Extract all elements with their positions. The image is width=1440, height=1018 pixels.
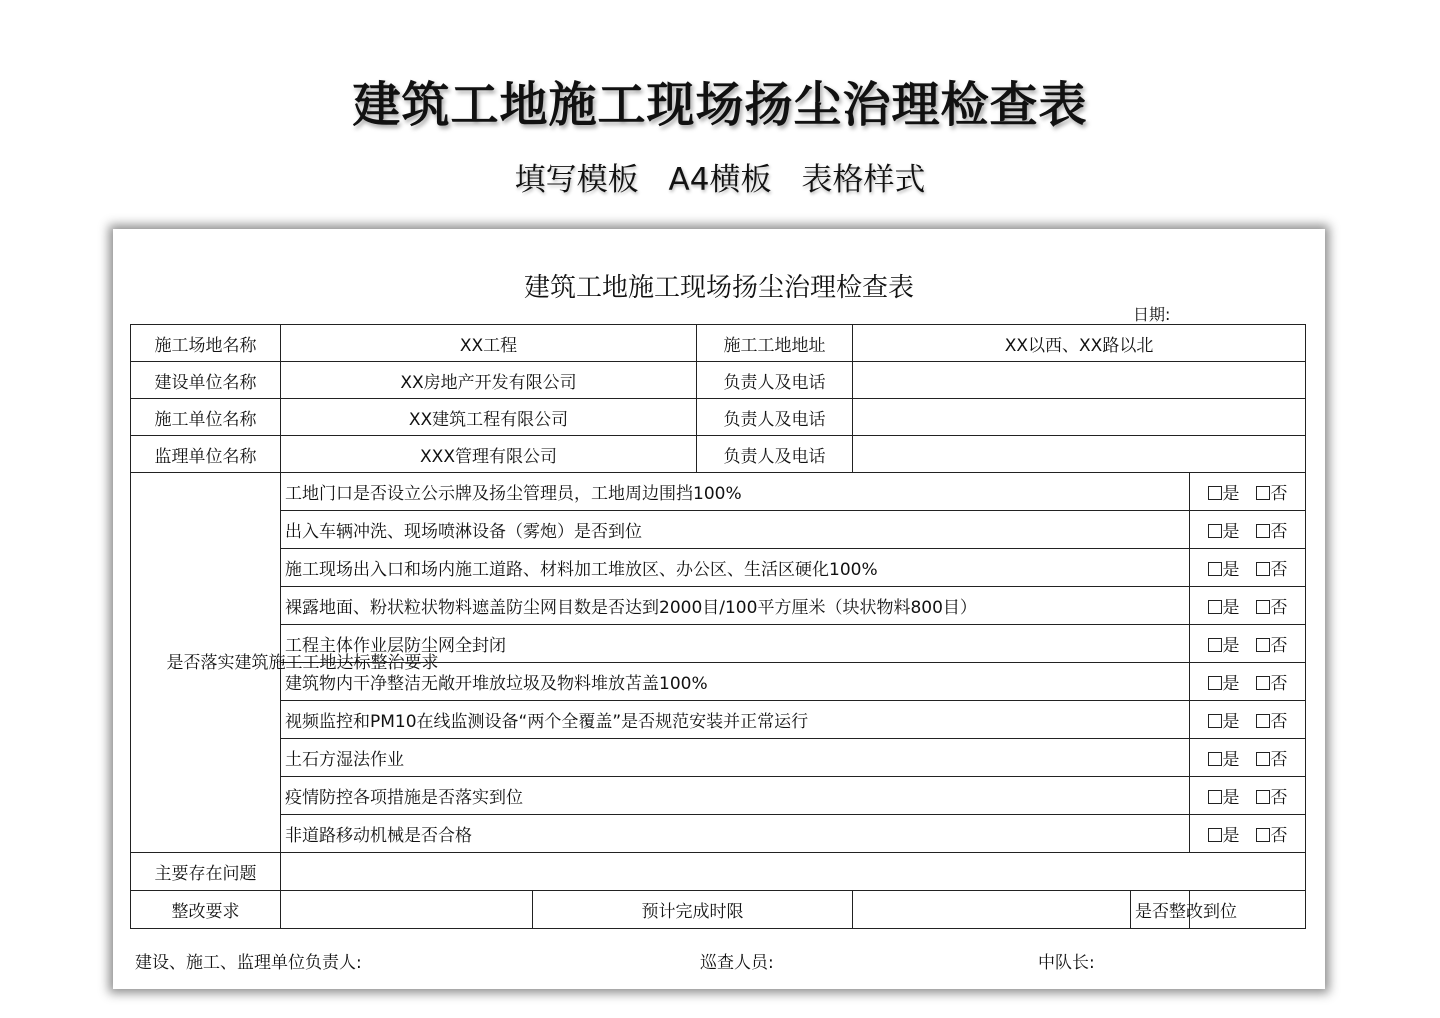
yes-no-options	[1190, 473, 1306, 511]
checklist-row	[131, 815, 1306, 853]
yes-no-options	[1190, 739, 1306, 777]
info-label: 施工工地地址	[697, 325, 853, 362]
info-label: 监理单位名称	[131, 436, 281, 473]
info-row	[131, 325, 1306, 362]
inspection-table	[130, 324, 1306, 929]
checklist-item: 工程主体作业层防尘网全封闭	[281, 625, 1190, 663]
no-option[interactable]: 否	[1256, 712, 1288, 732]
deadline-field[interactable]	[853, 891, 1131, 929]
checkbox-icon[interactable]	[1256, 676, 1270, 690]
checklist-item: 工地门口是否设立公示牌及扬尘管理员，工地周边围挡100%	[281, 473, 1190, 511]
info-label: 负责人及电话	[697, 436, 853, 473]
no-option[interactable]: 否	[1256, 598, 1288, 618]
info-label: 施工单位名称	[131, 399, 281, 436]
banner-subtitle	[0, 154, 1440, 199]
no-option[interactable]: 否	[1256, 674, 1288, 694]
footer-inspector: 巡查人员:	[700, 953, 774, 973]
checklist-group-text: 是否落实建筑施工工地达标整治要求	[166, 652, 439, 673]
no-option[interactable]: 否	[1256, 788, 1288, 808]
checkbox-icon[interactable]	[1208, 638, 1222, 652]
checkbox-icon[interactable]	[1208, 828, 1222, 842]
checkbox-icon[interactable]	[1256, 638, 1270, 652]
checkbox-icon[interactable]	[1208, 790, 1222, 804]
no-option[interactable]: 否	[1256, 750, 1288, 770]
checklist-item: 非道路移动机械是否合格	[281, 815, 1190, 853]
checkbox-icon[interactable]	[1208, 486, 1222, 500]
yes-option[interactable]: 是	[1208, 788, 1240, 808]
yes-option[interactable]: 是	[1208, 636, 1240, 656]
yes-option[interactable]: 是	[1208, 598, 1240, 618]
footer-captain: 中队长:	[1038, 953, 1095, 973]
checklist-row	[131, 549, 1306, 587]
banner-subtitle-part: A4横板	[668, 162, 772, 198]
yes-option[interactable]: 是	[1208, 712, 1240, 732]
checklist-row	[131, 663, 1306, 701]
yes-option[interactable]: 是	[1208, 750, 1240, 770]
banner-subtitle-part: 表格样式	[801, 162, 926, 198]
checkbox-icon[interactable]	[1208, 752, 1222, 766]
checkbox-icon[interactable]	[1256, 486, 1270, 500]
info-label: 负责人及电话	[697, 399, 853, 436]
checkbox-icon[interactable]	[1256, 752, 1270, 766]
checklist-item: 出入车辆冲洗、现场喷淋设备（雾炮）是否到位	[281, 511, 1190, 549]
checkbox-icon[interactable]	[1256, 714, 1270, 728]
checklist-row	[131, 511, 1306, 549]
info-label: 施工场地名称	[131, 325, 281, 362]
yes-no-options	[1190, 663, 1306, 701]
info-label: 建设单位名称	[131, 362, 281, 399]
yes-no-options	[1190, 587, 1306, 625]
checklist-item: 建筑物内干净整洁无敞开堆放垃圾及物料堆放苫盖100%	[281, 663, 1190, 701]
checklist-item: 视频监控和PM10在线监测设备“两个全覆盖”是否规范安装并正常运行	[281, 701, 1190, 739]
checkbox-icon[interactable]	[1256, 524, 1270, 538]
info-label: 负责人及电话	[697, 362, 853, 399]
no-option[interactable]: 否	[1256, 636, 1288, 656]
checkbox-icon[interactable]	[1208, 600, 1222, 614]
yes-no-options	[1190, 701, 1306, 739]
yes-no-options	[1190, 549, 1306, 587]
checklist-row	[131, 777, 1306, 815]
checkbox-icon[interactable]	[1256, 790, 1270, 804]
checkbox-icon[interactable]	[1208, 676, 1222, 690]
info-value[interactable]: XX房地产开发有限公司	[281, 362, 697, 399]
done-label: 是否整改到位	[1131, 891, 1190, 929]
banner-subtitle-part: 填写模板	[514, 162, 639, 198]
issues-label: 主要存在问题	[131, 853, 281, 891]
info-value[interactable]	[853, 399, 1306, 436]
info-value[interactable]	[853, 436, 1306, 473]
checkbox-icon[interactable]	[1256, 562, 1270, 576]
banner-title: 建筑工地施工现场扬尘治理检查表	[352, 77, 1088, 133]
document-title: 建筑工地施工现场扬尘治理检查表	[523, 273, 914, 303]
yes-option[interactable]: 是	[1208, 484, 1240, 504]
issues-field[interactable]	[281, 853, 1306, 891]
yes-option[interactable]: 是	[1208, 522, 1240, 542]
yes-option[interactable]: 是	[1208, 826, 1240, 846]
yes-no-options	[1190, 777, 1306, 815]
checklist-item: 裸露地面、粉状粒状物料遮盖防尘网目数是否达到2000目/100平方厘米（块状物料800目）	[281, 587, 1190, 625]
no-option[interactable]: 否	[1256, 522, 1288, 542]
checklist-row	[131, 739, 1306, 777]
info-value[interactable]: XX工程	[281, 325, 697, 362]
yes-option[interactable]: 是	[1208, 674, 1240, 694]
checklist-row	[131, 587, 1306, 625]
checkbox-icon[interactable]	[1256, 828, 1270, 842]
checkbox-icon[interactable]	[1208, 524, 1222, 538]
checklist-item: 土石方湿法作业	[281, 739, 1190, 777]
footer-leader: 建设、施工、监理单位负责人:	[135, 953, 362, 973]
checkbox-icon[interactable]	[1256, 600, 1270, 614]
rectify-label: 整改要求	[131, 891, 281, 929]
no-option[interactable]: 否	[1256, 484, 1288, 504]
checkbox-icon[interactable]	[1208, 562, 1222, 576]
issues-row	[131, 853, 1306, 891]
checkbox-icon[interactable]	[1208, 714, 1222, 728]
yes-no-options	[1190, 815, 1306, 853]
info-value[interactable]	[853, 362, 1306, 399]
no-option[interactable]: 否	[1256, 826, 1288, 846]
info-value[interactable]: XX以西、XX路以北	[853, 325, 1306, 362]
yes-option[interactable]: 是	[1208, 560, 1240, 580]
checklist-row	[131, 473, 1306, 511]
rectify-row	[131, 891, 1306, 929]
info-row	[131, 362, 1306, 399]
checklist-item: 疫情防控各项措施是否落实到位	[281, 777, 1190, 815]
rectify-field[interactable]	[281, 891, 533, 929]
info-value[interactable]: XX建筑工程有限公司	[281, 399, 697, 436]
date-label: 日期:	[1133, 305, 1171, 324]
yes-no-options	[1190, 625, 1306, 663]
info-row	[131, 399, 1306, 436]
deadline-label: 预计完成时限	[533, 891, 853, 929]
checklist-item: 施工现场出入口和场内施工道路、材料加工堆放区、办公区、生活区硬化100%	[281, 549, 1190, 587]
info-value[interactable]: XXX管理有限公司	[281, 436, 697, 473]
info-row	[131, 436, 1306, 473]
yes-no-options	[1190, 511, 1306, 549]
checklist-row	[131, 701, 1306, 739]
form-sheet	[113, 229, 1325, 989]
no-option[interactable]: 否	[1256, 560, 1288, 580]
